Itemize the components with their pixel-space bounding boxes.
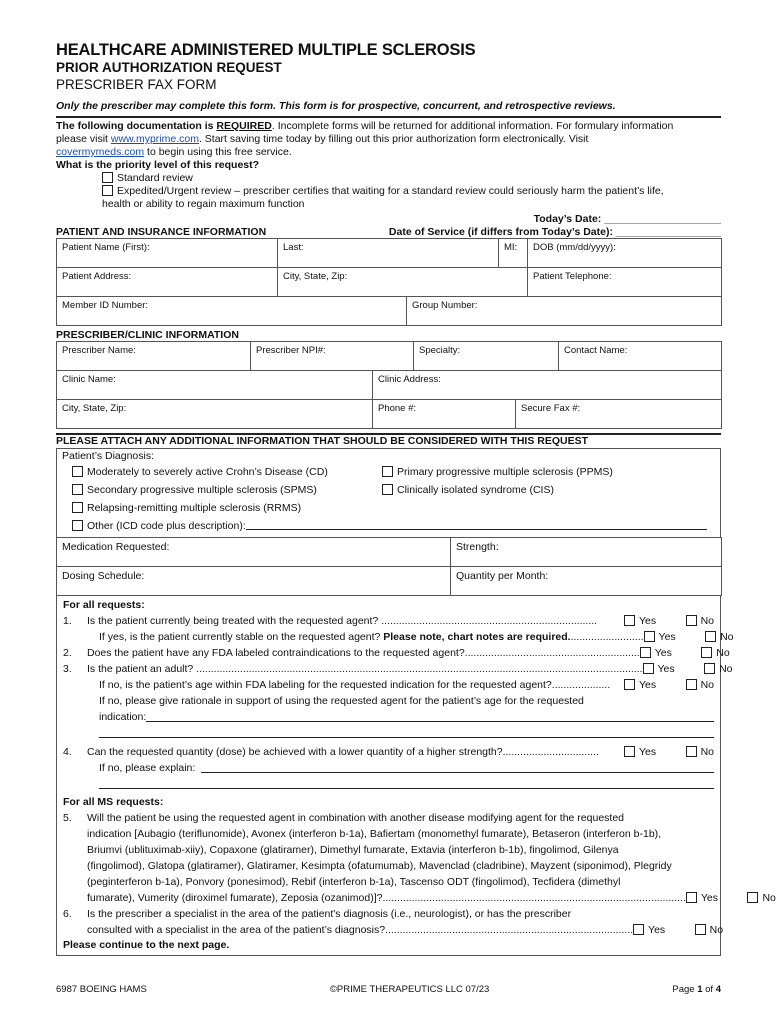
q5-text-1: Will the patient be using the requested agent in combination with another disease modifying agent for the requested	[87, 812, 625, 824]
q3b-text: If no, please give rationale in support of using the requested agent for the patient’s age for the requested	[99, 695, 584, 707]
patient-city-field[interactable]: City, State, Zip:	[278, 268, 528, 297]
dx-cis-checkbox[interactable]	[382, 484, 393, 495]
clinic-name-field[interactable]: Clinic Name:	[57, 371, 373, 400]
form-page	[56, 40, 776, 956]
dx-cis-label: Clinically isolated syndrome (CIS)	[397, 484, 554, 496]
q5-yes-checkbox[interactable]	[686, 892, 697, 903]
q3a-no-checkbox[interactable]	[686, 679, 697, 690]
secure-fax-field[interactable]: Secure Fax #:	[516, 400, 722, 429]
q2-yes-checkbox[interactable]	[640, 647, 651, 658]
standard-review-label: Standard review	[117, 172, 193, 184]
prescriber-only-note: Only the prescriber may complete this form. This form is for prospective, concurrent, and retrospective reviews.	[56, 100, 616, 112]
urgent-review-label-cont: health or ability to regain maximum function	[102, 198, 305, 210]
dosing-schedule-field[interactable]: Dosing Schedule:	[57, 567, 451, 596]
required-prefix: The following documentation is	[56, 120, 217, 132]
dx-cd-label: Moderately to severely active Crohn’s Disease (CD)	[87, 466, 328, 478]
patient-dob-field[interactable]: DOB (mm/dd/yyyy):	[528, 239, 722, 268]
visit-prefix: please visit	[56, 133, 111, 145]
date-of-service-field[interactable]: Date of Service (if differs from Today’s Date): __________________	[388, 226, 721, 238]
q3-no-label: No	[719, 663, 733, 675]
covermymeds-link[interactable]: covermymeds.com	[56, 146, 145, 158]
q5-no-checkbox[interactable]	[747, 892, 758, 903]
dx-rrms-label: Relapsing-remitting multiple sclerosis (RRMS)	[87, 502, 302, 514]
myprime-link[interactable]: www.myprime.com	[110, 133, 199, 145]
q6-text-1: Is the prescriber a specialist in the area of the patient's diagnosis (i.e., neurologist), or has the prescriber	[87, 908, 572, 920]
dx-ppms-checkbox[interactable]	[382, 466, 393, 477]
diagnosis-box	[56, 448, 721, 538]
q3b-indication-input[interactable]	[146, 709, 714, 722]
group-number-field[interactable]: Group Number:	[407, 297, 722, 326]
form-subtitle-fax: PRESCRIBER FAX FORM	[56, 77, 217, 92]
patient-last-name-field[interactable]: Last:	[278, 239, 499, 268]
urgent-review-checkbox[interactable]	[102, 185, 113, 196]
page-prefix: Page	[672, 984, 698, 995]
intro-block	[56, 116, 721, 226]
q4-yes-label: Yes	[639, 746, 657, 758]
page-mid: of	[702, 984, 716, 995]
q3-no-checkbox[interactable]	[704, 663, 715, 674]
medication-table	[56, 537, 722, 596]
page-total: 4	[715, 984, 721, 995]
q6-text-2: consulted with a specialist in the area of the patient’s diagnosis?	[87, 924, 386, 936]
required-word: REQUIRED	[216, 120, 272, 132]
q4-no-checkbox[interactable]	[686, 746, 697, 757]
todays-date-field[interactable]: Today’s Date: ____________________	[533, 213, 721, 225]
dx-rrms-checkbox[interactable]	[72, 502, 83, 513]
specialty-field[interactable]: Specialty:	[414, 342, 559, 371]
prescriber-table	[56, 341, 722, 371]
clinic-address-field[interactable]: Clinic Address:	[373, 371, 722, 400]
q1a-no-label: No	[720, 631, 734, 643]
patient-mi-field[interactable]: MI:	[499, 239, 528, 268]
q3a-yes-checkbox[interactable]	[624, 679, 635, 690]
dx-spms-checkbox[interactable]	[72, 484, 83, 495]
ms-requests-heading: For all MS requests:	[63, 796, 164, 808]
q3b-indication-label: indication:	[99, 711, 147, 723]
q3-yes-checkbox[interactable]	[643, 663, 654, 674]
quantity-per-month-field[interactable]: Quantity per Month:	[451, 567, 722, 596]
q3a-text: If no, is the patient’s age within FDA labeling for the requested indication for the requested agent?	[99, 679, 552, 691]
attach-heading: PLEASE ATTACH ANY ADDITIONAL INFORMATION THAT SHOULD BE CONSIDERED WITH THIS REQUEST	[56, 435, 588, 447]
all-requests-heading: For all requests:	[63, 599, 145, 611]
q3a-no-label: No	[700, 679, 714, 691]
free-service-text: to begin using this free service.	[144, 146, 292, 158]
q3-number: 3.	[63, 663, 72, 675]
q5-number: 5.	[63, 812, 72, 824]
q1-no-checkbox[interactable]	[686, 615, 697, 626]
footer-form-id: 6987 BOEING HAMS	[56, 984, 147, 995]
q5-no-label: No	[762, 892, 776, 904]
q4-no-label: No	[700, 746, 714, 758]
q1a-yes-label: Yes	[658, 631, 676, 643]
q1-yes-label: Yes	[639, 615, 657, 627]
q5-text-6: fumarate), Vumerity (diroximel fumarate), Zeposia (ozanimod)]?	[87, 892, 383, 904]
patient-address-field[interactable]: Patient Address:	[57, 268, 278, 297]
q1-number: 1.	[63, 615, 72, 627]
member-id-field[interactable]: Member ID Number:	[57, 297, 407, 326]
q5-text-4: (fingolimod), Glatopa (glatiramer), Glatiramer, Kesimpta (ofatumumab), Mavenclad (cladribine), Mayzent (siponimod), Plegridy	[87, 860, 672, 872]
q1a-text: If yes, is the patient currently stable on the requested agent?	[99, 631, 384, 643]
q3a-yes-label: Yes	[639, 679, 657, 691]
dx-ppms-label: Primary progressive multiple sclerosis (PPMS)	[397, 466, 613, 478]
member-table	[56, 296, 722, 326]
questions-box: For all requests: 1. Is the patient currently being treated with the requested agent? .......................................................................... Yes No If yes, is the patient currently stable on the requested agent? Please note, chart notes are required.......................... Yes No 2. Does the patient have any FDA labeled contraindications to the requested agent?............................................................ Yes No 3. Is the patient an adult? ......................................................................................................................................................... Yes No If no, is the patient’s age within FDA labeling for the requested indication for the requested agent?.................... Yes No If no, please give rationale in support of using the requested agent for the patient’s age for the requested indication: 4. Can the requested quantity (dose) be achieved with a lower quantity of a higher strength?................................. Yes No If no, please explain: For all MS requests: 5. Will the patient be using the requested agent in combination with another disease modifying agent for the requested indication [Aubagio (teriflunomide), Avonex (interferon b-1a), Bafiertam (monomethyl fumarate), Betaseron (interferon b-1b), Briumvi (ublituximab-xiiy), Copaxone (glatiramer), Dimethyl fumarate, Extavia (interferon b-1b), fingolimod, Gilenya (fingolimod), Glatopa (glatiramer), Glatiramer, Kesimpta (ofatumumab), Mavenclad (cladribine), Mayzent (siponimod), Plegridy (peginterferon b-1a), Ponvory (ponesimod), Rebif (interferon b-1a), Tascenso ODT (fingolimod), Tecfidera (dimethyl fumarate), Vumerity (diroximel fumarate), Zeposia (ozanimod)]?........................................................................................................ Yes No 6. Is the prescriber a specialist in the area of the patient's diagnosis (i.e., neurologist), or has the prescriber consulted with a specialist in the area of the patient’s diagnosis?..................................................................................... Yes No Please continue to the next page.	[56, 596, 721, 956]
strength-field[interactable]: Strength:	[451, 538, 722, 567]
q5-text-3: Briumvi (ublituximab-xiiy), Copaxone (glatiramer), Dimethyl fumarate, Extavia (interferon b-1b), fingolimod, Gilenya	[87, 844, 619, 856]
dx-cd-checkbox[interactable]	[72, 466, 83, 477]
visit-suffix: . Start saving time today by filling out this prior authorization form electronically. Visit	[198, 133, 589, 145]
clinic-phone-field[interactable]: Phone #:	[373, 400, 516, 429]
q2-number: 2.	[63, 647, 72, 659]
q3-text: Is the patient an adult?	[87, 663, 194, 675]
patient-section-heading: PATIENT AND INSURANCE INFORMATION	[56, 226, 267, 238]
dx-other-checkbox[interactable]	[72, 520, 83, 531]
standard-review-checkbox[interactable]	[102, 172, 113, 183]
prescriber-npi-field[interactable]: Prescriber NPI#:	[251, 342, 414, 371]
q3-yes-label: Yes	[657, 663, 675, 675]
patient-table	[56, 238, 722, 297]
q6-no-checkbox[interactable]	[695, 924, 706, 935]
urgent-review-label: Expedited/Urgent review – prescriber certifies that waiting for a standard review could seriously harm the patient’s life,	[117, 185, 664, 197]
q6-no-label: No	[709, 924, 724, 936]
form-subtitle: PRIOR AUTHORIZATION REQUEST	[56, 60, 282, 75]
q2-no-checkbox[interactable]	[701, 647, 712, 658]
q6-yes-checkbox[interactable]	[633, 924, 644, 935]
footer-page-number	[672, 984, 721, 995]
form-title: HEALTHCARE ADMINISTERED MULTIPLE SCLEROSIS	[56, 41, 476, 59]
dx-spms-label: Secondary progressive multiple sclerosis (SPMS)	[87, 484, 317, 496]
diagnosis-label: Patient’s Diagnosis:	[62, 450, 155, 462]
q1-no-label: No	[700, 615, 714, 627]
q5-yes-label: Yes	[700, 892, 719, 904]
q4a-input[interactable]	[201, 760, 714, 773]
dx-other-label: Other (ICD code plus description):	[87, 520, 246, 532]
q3b-indication-input-2[interactable]	[99, 725, 714, 738]
q1a-chart-notes: Please note, chart notes are required.	[383, 631, 571, 643]
q2-text: Does the patient have any FDA labeled contraindications to the requested agent?	[87, 647, 465, 659]
footer-copyright: ©PRIME THERAPEUTICS LLC 07/23	[329, 984, 490, 995]
q1-yes-checkbox[interactable]	[624, 615, 635, 626]
patient-phone-field[interactable]: Patient Telephone:	[528, 268, 722, 297]
dx-other-input[interactable]	[246, 517, 707, 530]
prescriber-name-field[interactable]: Prescriber Name:	[57, 342, 251, 371]
clinic-city-field[interactable]: City, State, Zip:	[57, 400, 373, 429]
q5-text-2: indication [Aubagio (teriflunomide), Avonex (interferon b-1a), Bafiertam (monomethyl fumarate), Betaseron (interferon b-1b),	[87, 828, 662, 840]
page-current: 1	[697, 984, 703, 995]
q5-text-5: (peginterferon b-1a), Ponvory (ponesimod), Rebif (interferon b-1a), Tascenso ODT (fingolimod), Tecfidera (dimethyl	[87, 876, 621, 888]
q4a-input-2[interactable]	[99, 776, 714, 789]
q6-number: 6.	[63, 908, 72, 920]
required-suffix: . Incomplete forms will be returned for additional information. For formulary information	[271, 120, 674, 132]
q4-text: Can the requested quantity (dose) be achieved with a lower quantity of a higher strength?	[87, 746, 503, 758]
q2-no-label: No	[716, 647, 730, 659]
clinic-table	[56, 370, 722, 429]
continue-note: Please continue to the next page.	[63, 939, 230, 951]
medication-requested-field[interactable]: Medication Requested:	[57, 538, 451, 567]
contact-name-field[interactable]: Contact Name:	[559, 342, 722, 371]
q4a-text: If no, please explain:	[99, 762, 196, 774]
q1a-no-checkbox[interactable]	[705, 631, 716, 642]
q2-yes-label: Yes	[654, 647, 672, 659]
q4-yes-checkbox[interactable]	[624, 746, 635, 757]
q6-yes-label: Yes	[648, 924, 666, 936]
q1a-yes-checkbox[interactable]	[644, 631, 655, 642]
prescriber-section-heading: PRESCRIBER/CLINIC INFORMATION	[56, 329, 239, 341]
priority-question: What is the priority level of this request?	[56, 159, 260, 171]
q1-text: Is the patient currently being treated with the requested agent?	[87, 615, 379, 627]
page-footer	[56, 984, 721, 995]
patient-first-name-field[interactable]: Patient Name (First):	[57, 239, 278, 268]
q4-number: 4.	[63, 746, 72, 758]
